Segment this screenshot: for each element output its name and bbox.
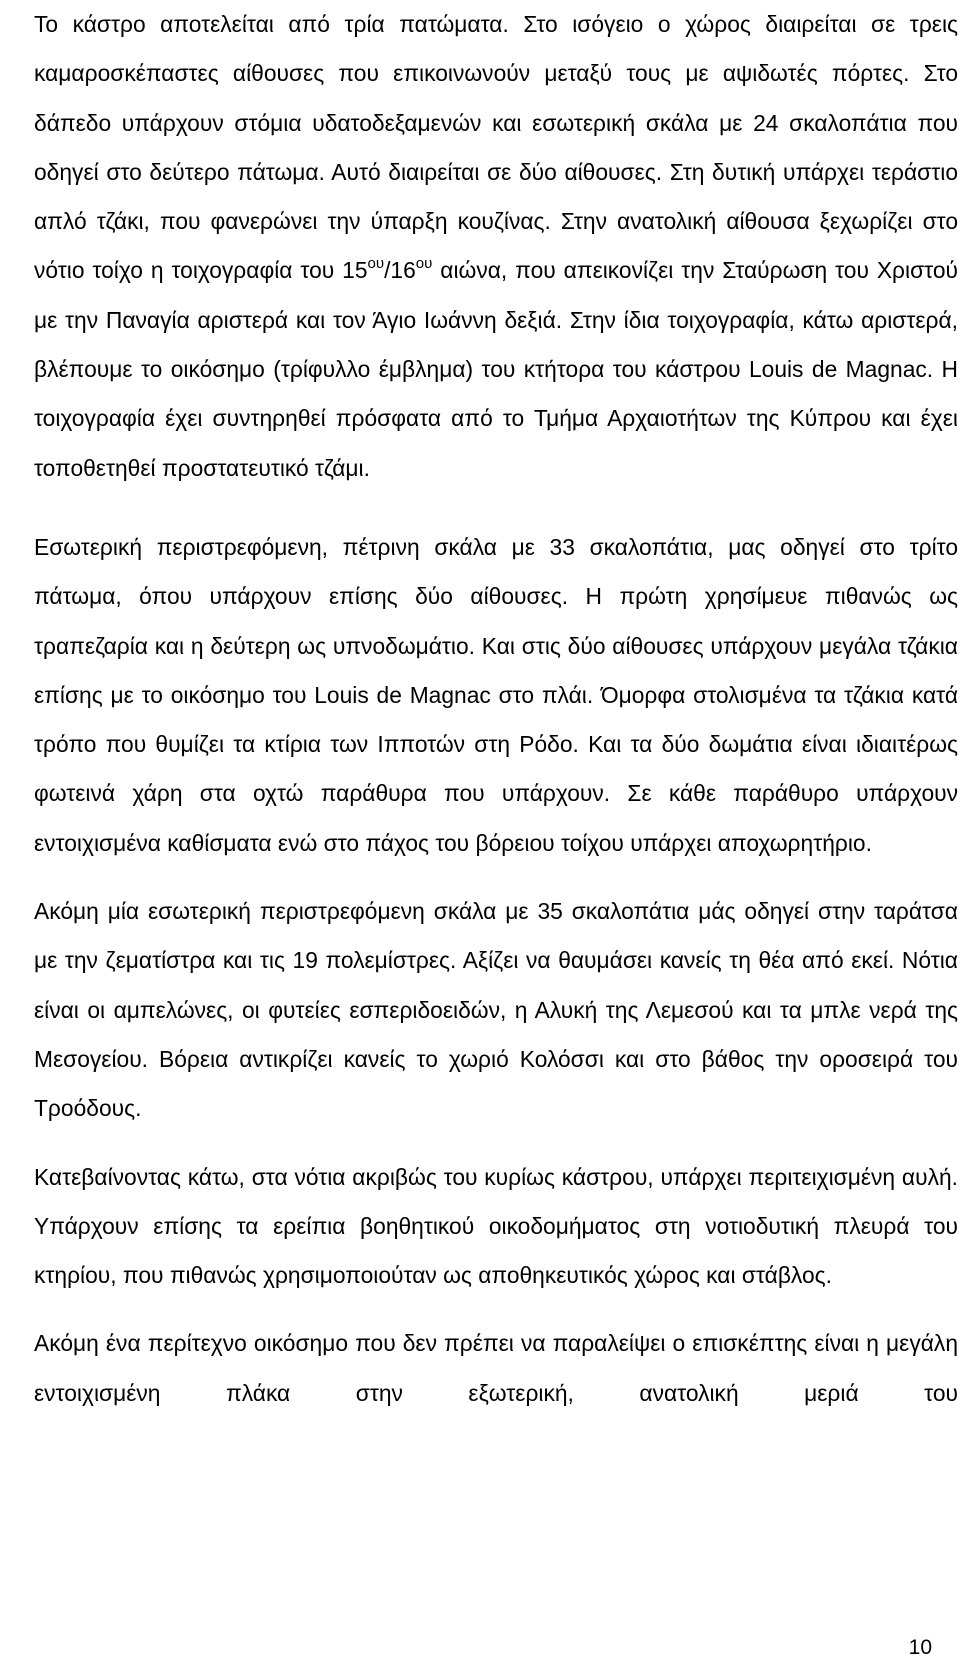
superscript-ordinal: ου (367, 255, 385, 273)
paragraph-third-floor: Εσωτερική περιστρεφόμενη, πέτρινη σκάλα με 33 σκαλοπάτια, μας οδηγεί στο τρίτο πάτωμα, όπου υπάρχουν επίσης δύο αίθουσες. Η πρώτη χρησίμευε πιθανώς ως τραπεζαρία και η δεύτερη ως υπνοδωμάτιο. Και στις δύο αίθουσες υπάρχουν μεγάλα τζάκια επίσης με το οικόσημο του Louis de Magnac στο πλάι. Όμορφα στολισμένα τα τζάκια κατά τρόπο που θυμίζει τα κτίρια των Ιπποτών στη Ρόδο. Και τα δύο δωμάτια είναι ιδιαιτέρως φωτεινά χάρη στα οχτώ παράθυρα που υπάρχουν. Σε κάθε παράθυρο υπάρχουν εντοιχισμένα καθίσματα ενώ στο πάχος του βόρειου τοίχου υπάρχει αποχωρητήριο. (34, 533, 958, 856)
paragraph-castle-floors (34, 0, 958, 493)
paragraph-courtyard: Κατεβαίνοντας κάτω, στα νότια ακριβώς του κυρίως κάστρου, υπάρχει περιτειχισμένη αυλή. Υπάρχουν επίσης τα ερείπια βοηθητικού οικοδομήματος στη νοτιοδυτική πλευρά του κτηρίου, που πιθανώς χρησιμοποιούταν ως αποθηκευτικός χώρος και στάβλος. (34, 1163, 958, 1289)
paragraph-text-part: αιώνα, που απεικονίζει την Σταύρωση του Χριστού με την Παναγία αριστερά και τον Άγιο Ιωάννη δεξιά. Στην ίδια τοιχογραφία, κάτω αριστερά, βλέπουμε το οικόσημο (τρίφυλλο έμβλημα) του κτήτορα του κάστρου Louis de Magnac. Η τοιχογραφία έχει συντηρηθεί πρόσφατα από το Τμήμα Αρχαιοτήτων της Κύπρου και έχει τοποθετηθεί προστατευτικό τζάμι. (34, 257, 958, 481)
superscript-ordinal: ου (415, 255, 433, 273)
paragraph-text-part: /16 (384, 257, 416, 284)
paragraph-text-part: Το κάστρο αποτελείται από τρία πατώματα. Στο ισόγειο ο χώρος διαιρείται σε τρεις καμαροσκέπαστες αίθουσες που επικοινωνούν μεταξύ τους με αψιδωτές πόρτες. Στο δάπεδο υπάρχουν στόμια υδατοδεξαμενών και εσωτερική σκάλα με 24 σκαλοπάτια που οδηγεί στο δεύτερο πάτωμα. Αυτό διαιρείται σε δύο αίθουσες. Στη δυτική υπάρχει τεράστιο απλό τζάκι, που φανερώνει την ύπαρξη κουζίνας. Στην ανατολική αίθουσα ξεχωρίζει στο νότιο τοίχο η τοιχογραφία του 15 (34, 11, 958, 284)
paragraph-coat-of-arms: Ακόμη ένα περίτεχνο οικόσημο που δεν πρέπει να παραλείψει ο επισκέπτης είναι η μεγάλη εντοιχισμένη πλάκα στην εξωτερική, ανατολική μεριά του (34, 1330, 958, 1406)
paragraph-terrace: Ακόμη μία εσωτερική περιστρεφόμενη σκάλα με 35 σκαλοπάτια μάς οδηγεί στην ταράτσα με την ζεματίστρα και τις 19 πολεμίστρες. Αξίζει να θαυμάσει κανείς τη θέα από εκεί. Νότια είναι οι αμπελώνες, οι φυτείες εσπεριδοειδών, η Αλυκή της Λεμεσού και τα μπλε νερά της Μεσογείου. Βόρεια αντικρίζει κανείς το χωριό Κολόσσι και στο βάθος την οροσειρά του Τροόδους. (34, 898, 958, 1122)
page-number: 10 (908, 1636, 932, 1659)
body-text (34, 0, 958, 1437)
